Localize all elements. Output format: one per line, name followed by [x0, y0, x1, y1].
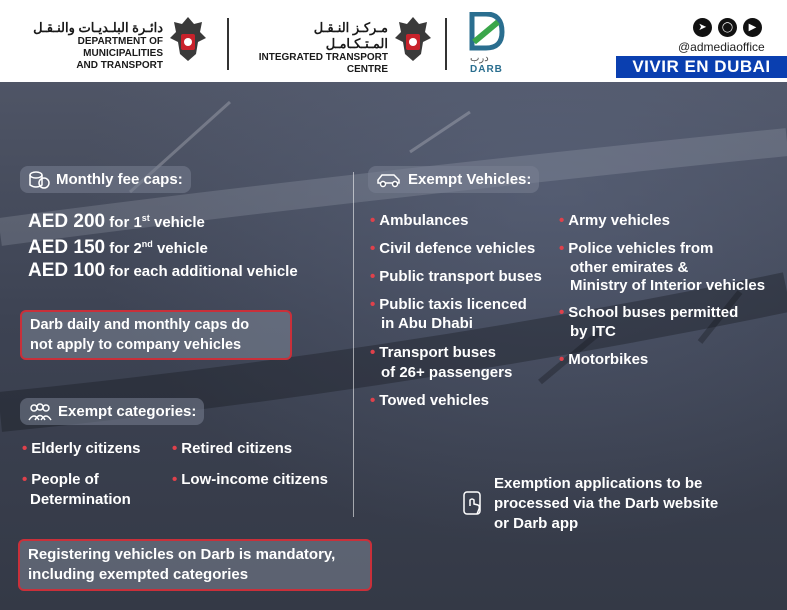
coins-icon [28, 170, 50, 190]
info-panel [0, 82, 787, 610]
vehicle-item: • Ambulances [370, 212, 469, 229]
vehicle-item: Ministry of Interior vehicles [570, 277, 766, 294]
instagram-icon[interactable]: ◯ [718, 18, 737, 37]
vehicle-item: • Civil defence vehicles [370, 240, 536, 257]
youtube-icon[interactable]: ▶ [743, 18, 762, 37]
car-icon [376, 172, 402, 188]
vehicle-item: • Army vehicles [559, 212, 670, 229]
itc-name [248, 20, 388, 76]
vehicle-item: • Towed vehicles [370, 392, 490, 409]
category-item: • Retired citizens [172, 440, 293, 457]
people-icon [28, 403, 52, 421]
application-note-line: or Darb app [494, 515, 579, 532]
vehicle-item: • School buses permitted [559, 304, 739, 321]
fee-ordinal: nd [141, 239, 153, 249]
darb-name-en: DARB [470, 64, 503, 75]
brand-banner: VIVIR EN DUBAI [616, 56, 787, 78]
falcon-emblem-icon [393, 14, 433, 64]
vehicle-item: of 26+ passengers [381, 364, 513, 381]
dmt-name [20, 20, 163, 72]
header-divider [227, 18, 229, 70]
note-line: not apply to company vehicles [30, 337, 242, 353]
fee-text: for 2 [109, 240, 142, 257]
vehicle-item: • Police vehicles from [559, 240, 714, 257]
fee-cap-row [28, 234, 208, 259]
fee-text: vehicle [152, 240, 208, 257]
fee-caps-heading [20, 166, 191, 193]
mandatory-registration-note [18, 539, 372, 591]
dmt-name-en-1: DEPARTMENT OF MUNICIPALITIES [77, 36, 163, 59]
social-links [693, 18, 762, 37]
header-divider [445, 18, 447, 70]
application-note [494, 474, 718, 534]
header-bar [0, 0, 787, 82]
application-note-line: processed via the Darb website [494, 495, 719, 512]
fee-amount: AED 200 [28, 211, 106, 232]
fee-amount: AED 100 [28, 260, 106, 281]
darb-name-ar: درب [470, 53, 489, 64]
vehicle-item: • Transport buses [370, 344, 496, 361]
dmt-name-ar: دائـرة البلـديـات والنـقـل [33, 20, 163, 35]
company-caps-note [20, 310, 292, 360]
vehicle-item: in Abu Dhabi [381, 315, 473, 332]
exempt-vehicles-title: Exempt Vehicles: [408, 171, 532, 188]
falcon-emblem-icon [168, 14, 208, 64]
vehicle-item: • Public taxis licenced [370, 296, 527, 313]
dmt-name-en-2: AND TRANSPORT [76, 60, 163, 71]
vehicle-item: • Motorbikes [559, 351, 649, 368]
exempt-vehicles-heading [368, 166, 539, 193]
note-line: Darb daily and monthly caps do [30, 317, 250, 333]
fee-ordinal: st [141, 213, 150, 223]
fee-cap-row [28, 208, 205, 233]
itc-name-en: INTEGRATED TRANSPORT CENTRE [258, 52, 388, 75]
exempt-categories-heading [20, 398, 204, 425]
vehicle-item: by ITC [570, 323, 616, 340]
application-note-line: Exemption applications to be [494, 475, 703, 492]
tap-phone-icon [460, 488, 488, 518]
category-item: • Low-income citizens [172, 471, 328, 488]
itc-name-ar: مـركـز النـقـل المـتـكـامـل [313, 20, 388, 51]
note-line: including exempted categories [28, 566, 249, 583]
fee-text: for 1 [109, 214, 142, 231]
fee-caps-title: Monthly fee caps: [56, 171, 183, 188]
twitter-icon[interactable]: ➤ [693, 18, 712, 37]
fee-cap-row [28, 261, 298, 282]
fee-text: for each additional vehicle [109, 263, 298, 280]
category-item: • Elderly citizens [22, 440, 141, 457]
fee-text: vehicle [149, 214, 205, 231]
category-item: • People of [22, 471, 99, 488]
fee-amount: AED 150 [28, 237, 106, 258]
vehicle-item: other emirates & [570, 259, 689, 276]
exempt-categories-title: Exempt categories: [58, 403, 197, 420]
vehicle-item: • Public transport buses [370, 268, 542, 285]
note-line: Registering vehicles on Darb is mandatory, [28, 546, 336, 563]
category-item: Determination [30, 491, 131, 508]
social-handle: @admediaoffice [678, 40, 765, 54]
column-divider [353, 172, 354, 517]
